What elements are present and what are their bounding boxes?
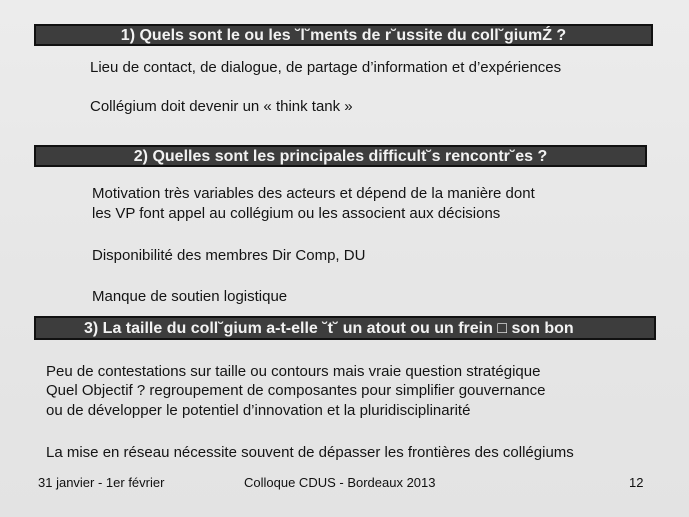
section-3-heading: 3) La taille du coll˘gium a-t-elle ˘t˘ un atout ou un frein □ son bon	[34, 316, 656, 340]
footer-page-number: 12	[629, 475, 644, 490]
section-2-line-4: Manque de soutien logistique	[92, 288, 288, 305]
section-3-line-4: La mise en réseau nécessite souvent de dépasser les frontières des collégiums	[46, 444, 574, 461]
section-2-line-3: Disponibilité des membres Dir Comp, DU	[92, 247, 366, 264]
section-3-line-3: ou de développer le potentiel d’innovation et la pluridisciplinarité	[46, 402, 471, 419]
section-3-line-1: Peu de contestations sur taille ou contours mais vraie question stratégique	[46, 363, 541, 380]
section-2-heading: 2) Quelles sont les principales difficult˘s rencontr˘es ?	[34, 145, 647, 167]
section-1-line-1: Lieu de contact, de dialogue, de partage d’information et d’expériences	[90, 59, 562, 76]
section-2-line-1: Motivation très variables des acteurs et dépend de la manière dont	[92, 185, 535, 202]
section-1-heading: 1) Quels sont le ou les ˘l˘ments de r˘ussite du coll˘giumŹ ?	[34, 24, 653, 46]
footer-date: 31 janvier - 1er février	[38, 475, 165, 490]
section-3-line-2: Quel Objectif ? regroupement de composantes pour simplifier gouvernance	[46, 382, 546, 399]
section-2-line-2: les VP font appel au collégium ou les associent aux décisions	[92, 205, 501, 222]
footer-event: Colloque CDUS - Bordeaux 2013	[244, 475, 436, 490]
section-1-line-2: Collégium doit devenir un « think tank »	[90, 98, 353, 115]
